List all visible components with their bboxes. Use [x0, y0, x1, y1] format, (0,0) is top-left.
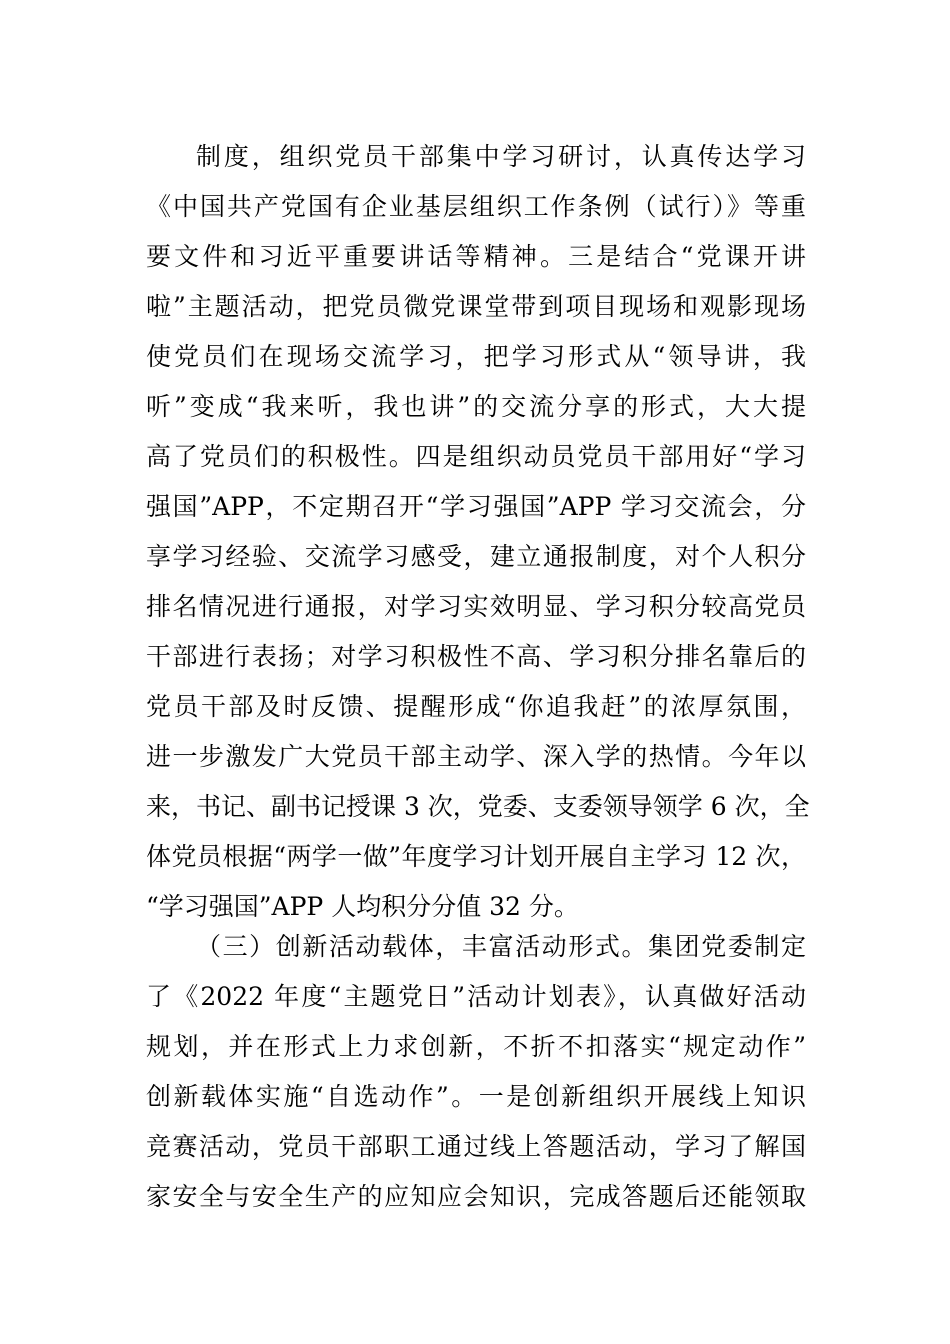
text-line: 使党员们在现场交流学习，把学习形式从“领导讲，我 [146, 342, 806, 371]
text-line: 排名情况进行通报，对学习实效明显、学习积分较高党员 [146, 592, 806, 621]
text-line: 家安全与安全生产的应知应会知识，完成答题后还能领取 [146, 1182, 806, 1211]
text-line: 要文件和习近平重要讲话等精神。三是结合“党课开讲 [146, 242, 806, 271]
paragraph-continuation [146, 132, 810, 932]
text-line: 听”变成“我来听，我也讲”的交流分享的形式，大大提 [146, 392, 806, 421]
paragraph-section-three [146, 922, 806, 1222]
text-line: 来，书记、副书记授课 3 次，党委、支委领导领学 6 次，全 [146, 792, 810, 821]
text-line: 创新载体实施“自选动作”。一是创新组织开展线上知识 [146, 1082, 806, 1111]
text-line: 进一步激发广大党员干部主动学、深入学的热情。今年以 [146, 742, 806, 771]
text-line: 《中国共产党国有企业基层组织工作条例（试行）》等重 [146, 192, 806, 221]
text-line: 党员干部及时反馈、提醒形成“你追我赶”的浓厚氛围， [146, 692, 806, 721]
text-line: 强国”APP，不定期召开“学习强国”APP 学习交流会，分 [146, 492, 806, 521]
text-line: 制度，组织党员干部集中学习研讨，认真传达学习 [196, 142, 806, 171]
text-line: 规划，并在形式上力求创新，不折不扣落实“规定动作” [146, 1032, 806, 1061]
text-line: 干部进行表扬；对学习积极性不高、学习积分排名靠后的 [146, 642, 806, 671]
text-line: （三）创新活动载体，丰富活动形式。集团党委制定 [196, 932, 806, 961]
text-line: 高了党员们的积极性。四是组织动员党员干部用好“学习 [146, 442, 806, 471]
text-line: 竞赛活动，党员干部职工通过线上答题活动，学习了解国 [146, 1132, 806, 1161]
text-line: 了《2022 年度“主题党日”活动计划表》，认真做好活动 [146, 982, 806, 1011]
text-line: 啦”主题活动，把党员微党课堂带到项目现场和观影现场 [146, 292, 806, 321]
text-line: “学习强国”APP 人均积分分值 32 分。 [146, 892, 579, 921]
text-line: 享学习经验、交流学习感受，建立通报制度，对个人积分 [146, 542, 806, 571]
text-line: 体党员根据“两学一做”年度学习计划开展自主学习 12 次， [146, 842, 806, 871]
